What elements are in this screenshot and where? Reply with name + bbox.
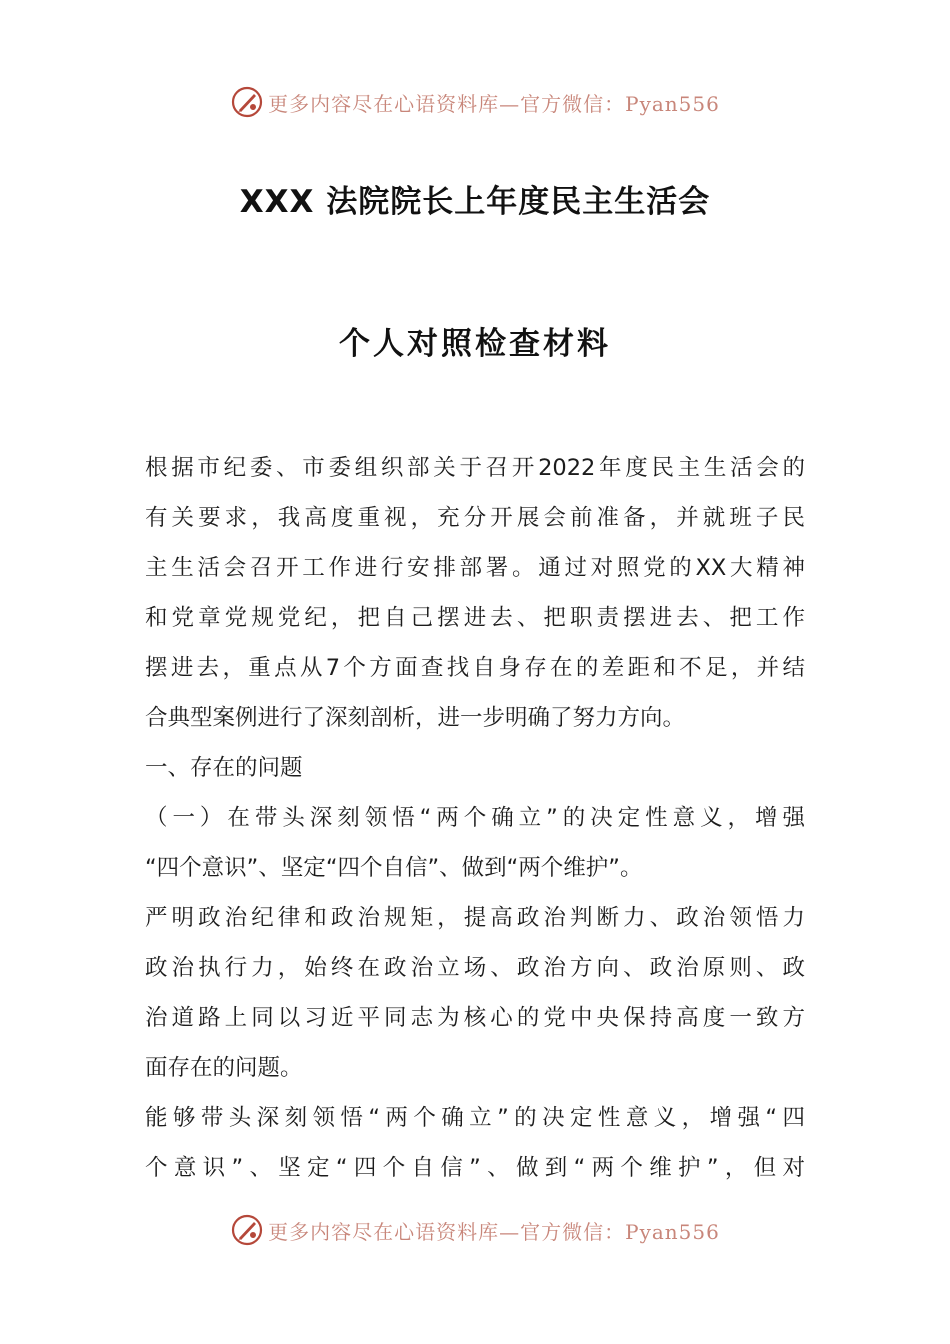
body-line: 有关要求，我高度重视，充分开展会前准备，并就班子民 bbox=[145, 505, 805, 531]
body-line: 合典型案例进行了深刻剖析，进一步明确了努力方向。 bbox=[145, 705, 686, 731]
body-line: 主生活会召开工作进行安排部署。通过对照党的XX大精神 bbox=[145, 555, 805, 581]
document-subtitle: 个人对照检查材料 bbox=[339, 326, 611, 362]
body-line: 政治执行力，始终在政治立场、政治方向、政治原则、政 bbox=[145, 955, 805, 981]
footer-watermark bbox=[0, 1210, 950, 1250]
document-body bbox=[145, 448, 805, 1198]
quill-pen-circle-icon bbox=[230, 85, 264, 119]
quill-pen-circle-icon bbox=[230, 1213, 264, 1247]
body-line: 根据市纪委、市委组织部关于召开2022年度民主生活会的 bbox=[145, 455, 805, 481]
body-line: 和党章党规党纪，把自己摆进去、把职责摆进去、把工作 bbox=[145, 605, 805, 631]
watermark-text: 更多内容尽在心语资料库—官方微信：Pyan556 bbox=[268, 1219, 720, 1244]
document-title: XXX 法院院长上年度民主生活会 bbox=[239, 184, 711, 220]
body-line: 个意识”、坚定“四个自信”、做到“两个维护”，但对 bbox=[145, 1155, 805, 1181]
body-line: “四个意识”、坚定“四个自信”、做到“两个维护”。 bbox=[145, 855, 643, 881]
body-line: 治道路上同以习近平同志为核心的党中央保持高度一致方 bbox=[145, 1005, 805, 1031]
header-watermark bbox=[0, 82, 950, 122]
section-heading: 一、存在的问题 bbox=[145, 755, 303, 781]
body-line: （一）在带头深刻领悟“两个确立”的决定性意义，增强 bbox=[145, 805, 805, 831]
body-line: 摆进去，重点从7个方面查找自身存在的差距和不足，并结 bbox=[145, 655, 805, 681]
body-line: 面存在的问题。 bbox=[145, 1055, 303, 1081]
body-line: 严明政治纪律和政治规矩，提高政治判断力、政治领悟力 bbox=[145, 905, 805, 931]
body-line: 能够带头深刻领悟“两个确立”的决定性意义，增强“四 bbox=[145, 1105, 805, 1131]
watermark-text: 更多内容尽在心语资料库—官方微信：Pyan556 bbox=[268, 91, 720, 116]
